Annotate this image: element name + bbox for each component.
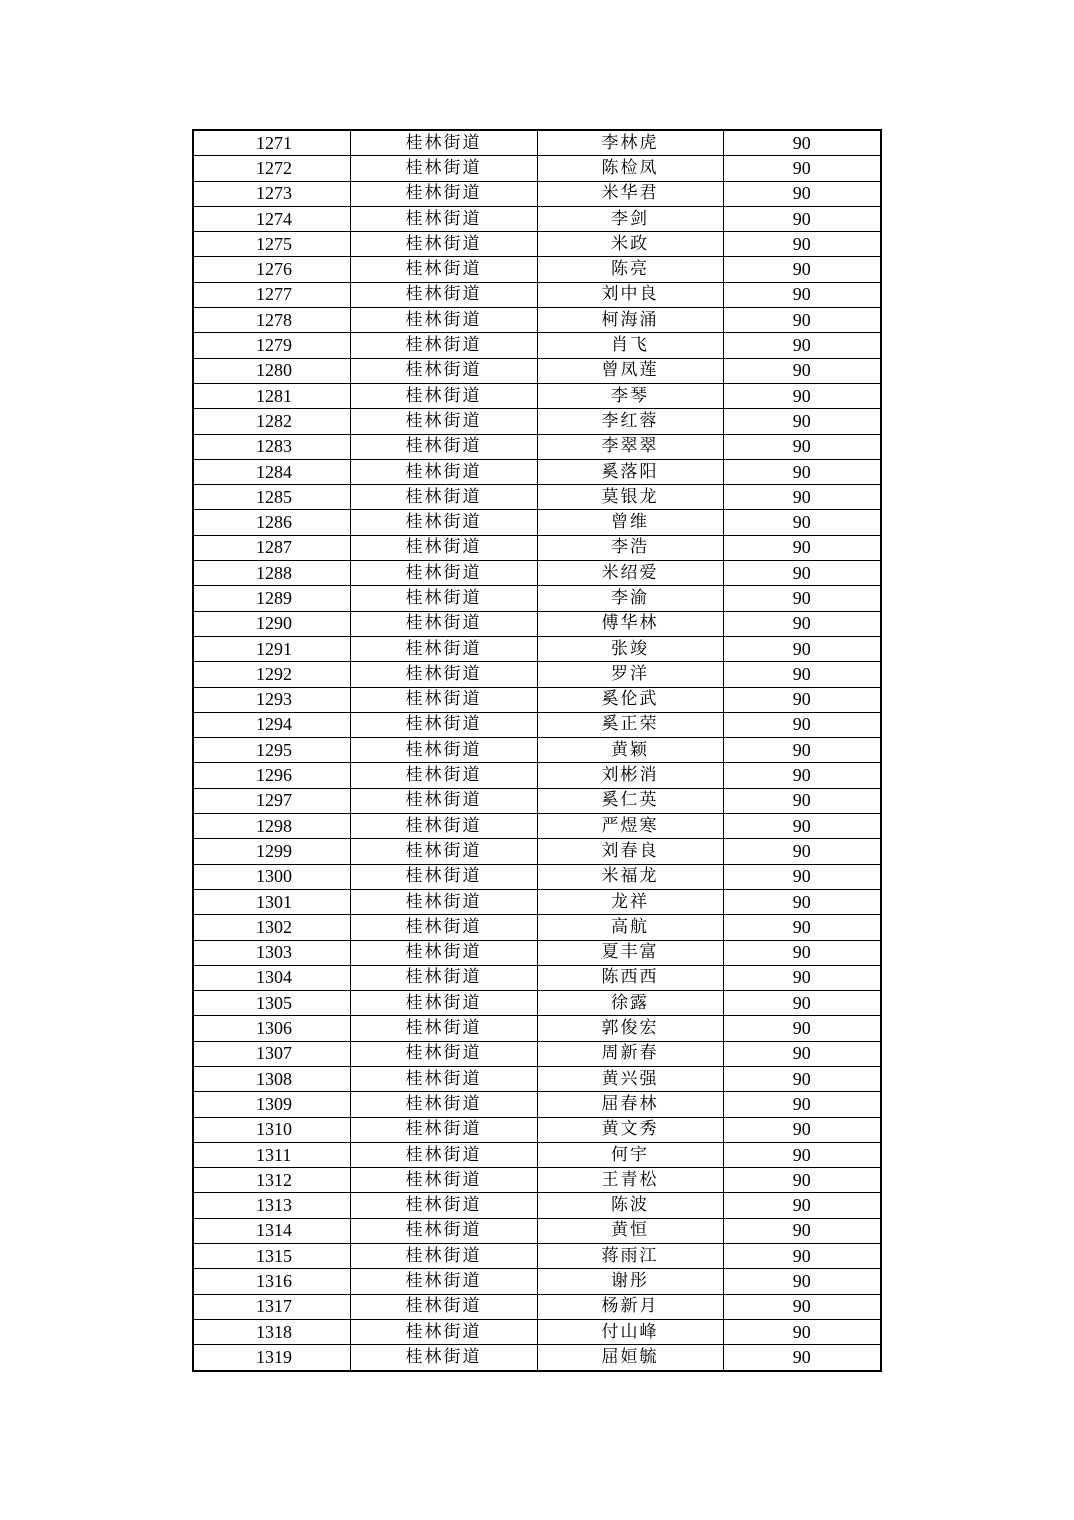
table-row xyxy=(193,662,881,687)
score-cell: 90 xyxy=(723,839,881,864)
person-name-cell: 李渝 xyxy=(537,586,723,611)
person-name-cell: 付山峰 xyxy=(537,1319,723,1344)
score-cell: 90 xyxy=(723,662,881,687)
score-cell: 90 xyxy=(723,1092,881,1117)
roster-table xyxy=(192,129,882,1372)
person-name-cell: 屈姮毓 xyxy=(537,1345,723,1371)
table-row xyxy=(193,1218,881,1243)
table-row xyxy=(193,206,881,231)
table-row xyxy=(193,738,881,763)
person-name-cell: 李浩 xyxy=(537,535,723,560)
serial-number-cell: 1305 xyxy=(193,991,350,1016)
score-cell: 90 xyxy=(723,485,881,510)
score-cell: 90 xyxy=(723,712,881,737)
table-row xyxy=(193,611,881,636)
serial-number-cell: 1310 xyxy=(193,1117,350,1142)
score-cell: 90 xyxy=(723,763,881,788)
street-cell: 桂林街道 xyxy=(350,940,537,965)
table-row xyxy=(193,1345,881,1371)
person-name-cell: 陈波 xyxy=(537,1193,723,1218)
person-name-cell: 黄恒 xyxy=(537,1218,723,1243)
serial-number-cell: 1314 xyxy=(193,1218,350,1243)
table-row xyxy=(193,1244,881,1269)
street-cell: 桂林街道 xyxy=(350,1117,537,1142)
serial-number-cell: 1285 xyxy=(193,485,350,510)
serial-number-cell: 1295 xyxy=(193,738,350,763)
table-row xyxy=(193,788,881,813)
person-name-cell: 曾凤莲 xyxy=(537,358,723,383)
score-cell: 90 xyxy=(723,1345,881,1371)
street-cell: 桂林街道 xyxy=(350,1092,537,1117)
serial-number-cell: 1319 xyxy=(193,1345,350,1371)
serial-number-cell: 1312 xyxy=(193,1168,350,1193)
person-name-cell: 夏丰富 xyxy=(537,940,723,965)
table-row xyxy=(193,636,881,661)
table-row xyxy=(193,864,881,889)
street-cell: 桂林街道 xyxy=(350,535,537,560)
table-row xyxy=(193,1092,881,1117)
person-name-cell: 屈春林 xyxy=(537,1092,723,1117)
serial-number-cell: 1313 xyxy=(193,1193,350,1218)
street-cell: 桂林街道 xyxy=(350,383,537,408)
person-name-cell: 黄颖 xyxy=(537,738,723,763)
street-cell: 桂林街道 xyxy=(350,459,537,484)
score-cell: 90 xyxy=(723,611,881,636)
serial-number-cell: 1286 xyxy=(193,510,350,535)
person-name-cell: 严煜寒 xyxy=(537,814,723,839)
table-body xyxy=(193,130,881,1371)
street-cell: 桂林街道 xyxy=(350,1016,537,1041)
serial-number-cell: 1272 xyxy=(193,156,350,181)
table-row xyxy=(193,257,881,282)
score-cell: 90 xyxy=(723,940,881,965)
street-cell: 桂林街道 xyxy=(350,1319,537,1344)
table-row xyxy=(193,1168,881,1193)
person-name-cell: 莫银龙 xyxy=(537,485,723,510)
serial-number-cell: 1297 xyxy=(193,788,350,813)
score-cell: 90 xyxy=(723,687,881,712)
person-name-cell: 肖飞 xyxy=(537,333,723,358)
serial-number-cell: 1277 xyxy=(193,282,350,307)
score-cell: 90 xyxy=(723,1066,881,1091)
person-name-cell: 杨新月 xyxy=(537,1294,723,1319)
person-name-cell: 傅华林 xyxy=(537,611,723,636)
person-name-cell: 谢彤 xyxy=(537,1269,723,1294)
table-row xyxy=(193,915,881,940)
street-cell: 桂林街道 xyxy=(350,1066,537,1091)
table-row xyxy=(193,561,881,586)
person-name-cell: 奚伦武 xyxy=(537,687,723,712)
score-cell: 90 xyxy=(723,1016,881,1041)
score-cell: 90 xyxy=(723,814,881,839)
serial-number-cell: 1318 xyxy=(193,1319,350,1344)
person-name-cell: 奚正荣 xyxy=(537,712,723,737)
serial-number-cell: 1287 xyxy=(193,535,350,560)
serial-number-cell: 1300 xyxy=(193,864,350,889)
score-cell: 90 xyxy=(723,1218,881,1243)
street-cell: 桂林街道 xyxy=(350,409,537,434)
person-name-cell: 蒋雨江 xyxy=(537,1244,723,1269)
street-cell: 桂林街道 xyxy=(350,991,537,1016)
table-row xyxy=(193,1193,881,1218)
score-cell: 90 xyxy=(723,738,881,763)
table-row xyxy=(193,839,881,864)
table-row xyxy=(193,383,881,408)
table-row xyxy=(193,712,881,737)
street-cell: 桂林街道 xyxy=(350,586,537,611)
street-cell: 桂林街道 xyxy=(350,687,537,712)
serial-number-cell: 1309 xyxy=(193,1092,350,1117)
street-cell: 桂林街道 xyxy=(350,636,537,661)
serial-number-cell: 1284 xyxy=(193,459,350,484)
person-name-cell: 陈检凤 xyxy=(537,156,723,181)
street-cell: 桂林街道 xyxy=(350,712,537,737)
score-cell: 90 xyxy=(723,915,881,940)
serial-number-cell: 1289 xyxy=(193,586,350,611)
street-cell: 桂林街道 xyxy=(350,1244,537,1269)
serial-number-cell: 1293 xyxy=(193,687,350,712)
table-row xyxy=(193,459,881,484)
table-row xyxy=(193,991,881,1016)
score-cell: 90 xyxy=(723,636,881,661)
table-row xyxy=(193,1269,881,1294)
street-cell: 桂林街道 xyxy=(350,257,537,282)
table-row xyxy=(193,1117,881,1142)
table-row xyxy=(193,687,881,712)
street-cell: 桂林街道 xyxy=(350,814,537,839)
score-cell: 90 xyxy=(723,510,881,535)
person-name-cell: 徐露 xyxy=(537,991,723,1016)
serial-number-cell: 1315 xyxy=(193,1244,350,1269)
serial-number-cell: 1281 xyxy=(193,383,350,408)
street-cell: 桂林街道 xyxy=(350,333,537,358)
person-name-cell: 米华君 xyxy=(537,181,723,206)
score-cell: 90 xyxy=(723,257,881,282)
table-row xyxy=(193,1142,881,1167)
score-cell: 90 xyxy=(723,864,881,889)
person-name-cell: 周新春 xyxy=(537,1041,723,1066)
serial-number-cell: 1278 xyxy=(193,308,350,333)
person-name-cell: 李林虎 xyxy=(537,130,723,156)
table-row xyxy=(193,889,881,914)
score-cell: 90 xyxy=(723,1269,881,1294)
street-cell: 桂林街道 xyxy=(350,232,537,257)
serial-number-cell: 1316 xyxy=(193,1269,350,1294)
score-cell: 90 xyxy=(723,282,881,307)
serial-number-cell: 1304 xyxy=(193,965,350,990)
street-cell: 桂林街道 xyxy=(350,889,537,914)
table-row xyxy=(193,232,881,257)
score-cell: 90 xyxy=(723,561,881,586)
street-cell: 桂林街道 xyxy=(350,510,537,535)
table-row xyxy=(193,308,881,333)
serial-number-cell: 1294 xyxy=(193,712,350,737)
person-name-cell: 米福龙 xyxy=(537,864,723,889)
serial-number-cell: 1276 xyxy=(193,257,350,282)
street-cell: 桂林街道 xyxy=(350,434,537,459)
street-cell: 桂林街道 xyxy=(350,206,537,231)
score-cell: 90 xyxy=(723,1117,881,1142)
street-cell: 桂林街道 xyxy=(350,1142,537,1167)
person-name-cell: 米政 xyxy=(537,232,723,257)
score-cell: 90 xyxy=(723,788,881,813)
serial-number-cell: 1280 xyxy=(193,358,350,383)
street-cell: 桂林街道 xyxy=(350,1168,537,1193)
table-row xyxy=(193,409,881,434)
person-name-cell: 李剑 xyxy=(537,206,723,231)
table-row xyxy=(193,1294,881,1319)
table-row xyxy=(193,130,881,156)
street-cell: 桂林街道 xyxy=(350,965,537,990)
person-name-cell: 陈亮 xyxy=(537,257,723,282)
table-row xyxy=(193,814,881,839)
street-cell: 桂林街道 xyxy=(350,864,537,889)
table-row xyxy=(193,181,881,206)
serial-number-cell: 1296 xyxy=(193,763,350,788)
serial-number-cell: 1282 xyxy=(193,409,350,434)
person-name-cell: 刘春良 xyxy=(537,839,723,864)
score-cell: 90 xyxy=(723,1041,881,1066)
person-name-cell: 奚落阳 xyxy=(537,459,723,484)
person-name-cell: 李琴 xyxy=(537,383,723,408)
score-cell: 90 xyxy=(723,991,881,1016)
table-row xyxy=(193,1016,881,1041)
street-cell: 桂林街道 xyxy=(350,1218,537,1243)
score-cell: 90 xyxy=(723,308,881,333)
score-cell: 90 xyxy=(723,965,881,990)
table-row xyxy=(193,763,881,788)
score-cell: 90 xyxy=(723,358,881,383)
street-cell: 桂林街道 xyxy=(350,156,537,181)
person-name-cell: 何宇 xyxy=(537,1142,723,1167)
score-cell: 90 xyxy=(723,181,881,206)
person-name-cell: 高航 xyxy=(537,915,723,940)
street-cell: 桂林街道 xyxy=(350,1041,537,1066)
serial-number-cell: 1279 xyxy=(193,333,350,358)
person-name-cell: 黄兴强 xyxy=(537,1066,723,1091)
street-cell: 桂林街道 xyxy=(350,915,537,940)
table-row xyxy=(193,434,881,459)
street-cell: 桂林街道 xyxy=(350,763,537,788)
score-cell: 90 xyxy=(723,1294,881,1319)
street-cell: 桂林街道 xyxy=(350,561,537,586)
person-name-cell: 罗洋 xyxy=(537,662,723,687)
person-name-cell: 李翠翠 xyxy=(537,434,723,459)
serial-number-cell: 1273 xyxy=(193,181,350,206)
serial-number-cell: 1308 xyxy=(193,1066,350,1091)
street-cell: 桂林街道 xyxy=(350,358,537,383)
serial-number-cell: 1274 xyxy=(193,206,350,231)
person-name-cell: 张竣 xyxy=(537,636,723,661)
street-cell: 桂林街道 xyxy=(350,839,537,864)
table-row xyxy=(193,358,881,383)
serial-number-cell: 1290 xyxy=(193,611,350,636)
score-cell: 90 xyxy=(723,1193,881,1218)
table-row xyxy=(193,965,881,990)
street-cell: 桂林街道 xyxy=(350,485,537,510)
person-name-cell: 郭俊宏 xyxy=(537,1016,723,1041)
serial-number-cell: 1275 xyxy=(193,232,350,257)
score-cell: 90 xyxy=(723,383,881,408)
table-row xyxy=(193,333,881,358)
street-cell: 桂林街道 xyxy=(350,282,537,307)
serial-number-cell: 1302 xyxy=(193,915,350,940)
serial-number-cell: 1283 xyxy=(193,434,350,459)
table-row xyxy=(193,1319,881,1344)
score-cell: 90 xyxy=(723,409,881,434)
person-name-cell: 米绍爱 xyxy=(537,561,723,586)
person-name-cell: 曾维 xyxy=(537,510,723,535)
score-cell: 90 xyxy=(723,1319,881,1344)
serial-number-cell: 1292 xyxy=(193,662,350,687)
score-cell: 90 xyxy=(723,1168,881,1193)
street-cell: 桂林街道 xyxy=(350,1294,537,1319)
serial-number-cell: 1303 xyxy=(193,940,350,965)
score-cell: 90 xyxy=(723,535,881,560)
serial-number-cell: 1301 xyxy=(193,889,350,914)
table-row xyxy=(193,535,881,560)
street-cell: 桂林街道 xyxy=(350,1193,537,1218)
serial-number-cell: 1306 xyxy=(193,1016,350,1041)
serial-number-cell: 1317 xyxy=(193,1294,350,1319)
table-row xyxy=(193,485,881,510)
street-cell: 桂林街道 xyxy=(350,788,537,813)
person-name-cell: 王青松 xyxy=(537,1168,723,1193)
table-row xyxy=(193,156,881,181)
street-cell: 桂林街道 xyxy=(350,611,537,636)
street-cell: 桂林街道 xyxy=(350,738,537,763)
street-cell: 桂林街道 xyxy=(350,662,537,687)
score-cell: 90 xyxy=(723,130,881,156)
score-cell: 90 xyxy=(723,586,881,611)
score-cell: 90 xyxy=(723,232,881,257)
score-cell: 90 xyxy=(723,1142,881,1167)
street-cell: 桂林街道 xyxy=(350,1269,537,1294)
table-row xyxy=(193,1041,881,1066)
person-name-cell: 柯海涌 xyxy=(537,308,723,333)
table-row xyxy=(193,282,881,307)
table-row xyxy=(193,510,881,535)
street-cell: 桂林街道 xyxy=(350,181,537,206)
person-name-cell: 陈西西 xyxy=(537,965,723,990)
table-row xyxy=(193,586,881,611)
person-name-cell: 刘彬消 xyxy=(537,763,723,788)
person-name-cell: 李红蓉 xyxy=(537,409,723,434)
person-name-cell: 奚仁英 xyxy=(537,788,723,813)
serial-number-cell: 1311 xyxy=(193,1142,350,1167)
street-cell: 桂林街道 xyxy=(350,1345,537,1371)
person-name-cell: 黄文秀 xyxy=(537,1117,723,1142)
score-cell: 90 xyxy=(723,889,881,914)
street-cell: 桂林街道 xyxy=(350,130,537,156)
score-cell: 90 xyxy=(723,156,881,181)
serial-number-cell: 1271 xyxy=(193,130,350,156)
score-cell: 90 xyxy=(723,333,881,358)
serial-number-cell: 1298 xyxy=(193,814,350,839)
person-name-cell: 龙祥 xyxy=(537,889,723,914)
score-cell: 90 xyxy=(723,206,881,231)
table-row xyxy=(193,940,881,965)
table-row xyxy=(193,1066,881,1091)
serial-number-cell: 1307 xyxy=(193,1041,350,1066)
person-name-cell: 刘中良 xyxy=(537,282,723,307)
score-cell: 90 xyxy=(723,459,881,484)
score-cell: 90 xyxy=(723,434,881,459)
serial-number-cell: 1291 xyxy=(193,636,350,661)
serial-number-cell: 1299 xyxy=(193,839,350,864)
score-cell: 90 xyxy=(723,1244,881,1269)
serial-number-cell: 1288 xyxy=(193,561,350,586)
street-cell: 桂林街道 xyxy=(350,308,537,333)
